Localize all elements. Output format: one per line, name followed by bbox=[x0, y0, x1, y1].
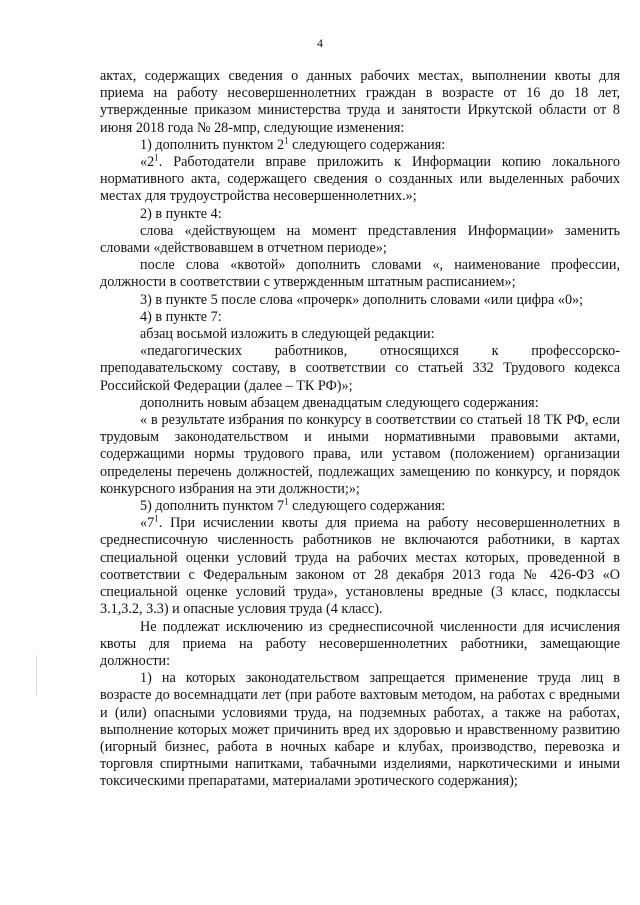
paragraph-add-words: после слова «квотой» дополнить словами «, наименование профессии, должности в соответствии с утвержденным штатным расписанием»; bbox=[100, 257, 620, 291]
paragraph-amendment-intro: актах, содержащих сведения о данных рабочих местах, выполнении квоты для приема на работу несовершеннолетних граждан в возрасте от 16 до 18 лет, утвержденные приказом министерства труда и занятости Иркутской области от 8 июня 2018 года № 28-мпр, следующие изменения: bbox=[100, 68, 620, 136]
paragraph-competition: « в результате избрания по конкурсу в соответствии со статьей 18 ТК РФ, если трудовым законодательством и иными нормативными правовыми актами, содержащими нормы трудового права, или уставом (положением) организации определены перечень должностей, подлежащих замещению по конкурсу, и порядок конкурсного избрания на эти должности;»; bbox=[100, 412, 620, 497]
paragraph-clause-2-1: «$2^1$. Работодатели вправе приложить к Информации копию локального нормативного акта, содержащего сведения о созданных или выделенных рабочих местах для трудоустройства несовершеннолетних.»; bbox=[100, 152, 620, 205]
paragraph-replace-words: слова «действующем на момент представления Информации» заменить словами «действовавшем в отчетном периоде»; bbox=[100, 222, 620, 257]
paragraph-item-1: 1) дополнить пунктом $2^1$ следующего содержания: bbox=[140, 135, 446, 153]
paragraph-item-3: 3) в пункте 5 после слова «прочерк» дополнить словами «или цифра «0»; bbox=[140, 291, 584, 308]
paragraph-twelfth-abzac: дополнить новым абзацем двенадцатым следующего содержания: bbox=[140, 394, 539, 411]
paragraph-item-5: 5) дополнить пунктом $7^1$ следующего содержания: bbox=[140, 496, 446, 515]
paragraph-eighth-abzac: абзац восьмой изложить в следующей редакции: bbox=[140, 326, 435, 343]
paragraph-item-4: 4) в пункте 7: bbox=[140, 308, 222, 325]
paragraph-not-excluded: Не подлежат исключению из среднесписочной численности для исчисления квоты для приема на работу несовершеннолетних работники, замещающие должности: bbox=[100, 618, 620, 669]
paragraph-item-2: 2) в пункте 4: bbox=[140, 205, 222, 222]
document-body bbox=[100, 68, 620, 791]
paragraph-prohibited-positions: 1) на которых законодательством запрещается применение труда лиц в возрасте до восемнадцати лет (при работе вахтовым методом, на работах с вредными и (или) опасными условиями труда, на подземных работах, а также на работах, выполнение которых может причинить вред их здоровью и нравственному развитию (игорный бизнес, работа в ночных кабаре и клубах, производство, перевозка и торговля спиртными напитками, табачными изделиями, наркотическими и иными токсическими препаратами, материалами эротического содержания); bbox=[100, 670, 620, 790]
paragraph-pedagogical: «педагогических работников, относящихся к профессорско-преподавательскому составу, в соответствии со статьей 332 Трудового кодекса Российской Федерации (далее – ТК РФ)»; bbox=[100, 343, 620, 394]
scan-margin-mark bbox=[36, 655, 37, 695]
page-number: 4 bbox=[317, 36, 323, 50]
paragraph-clause-7-1: «$7^1$. При исчислении квоты для приема на работу несовершеннолетних в среднесписочную численность работников не включаются работники, в картах специальной оценки условий труда на рабочих местах которых, проведенной в соответствии с Федеральным законом от 28 декабря 2013 года № 426-ФЗ «О специальной оценке условий труда», установлены вредные (3 класс, подклассы 3.1,3.2, 3.3) и опасные условия труда (4 класс). bbox=[100, 513, 620, 618]
